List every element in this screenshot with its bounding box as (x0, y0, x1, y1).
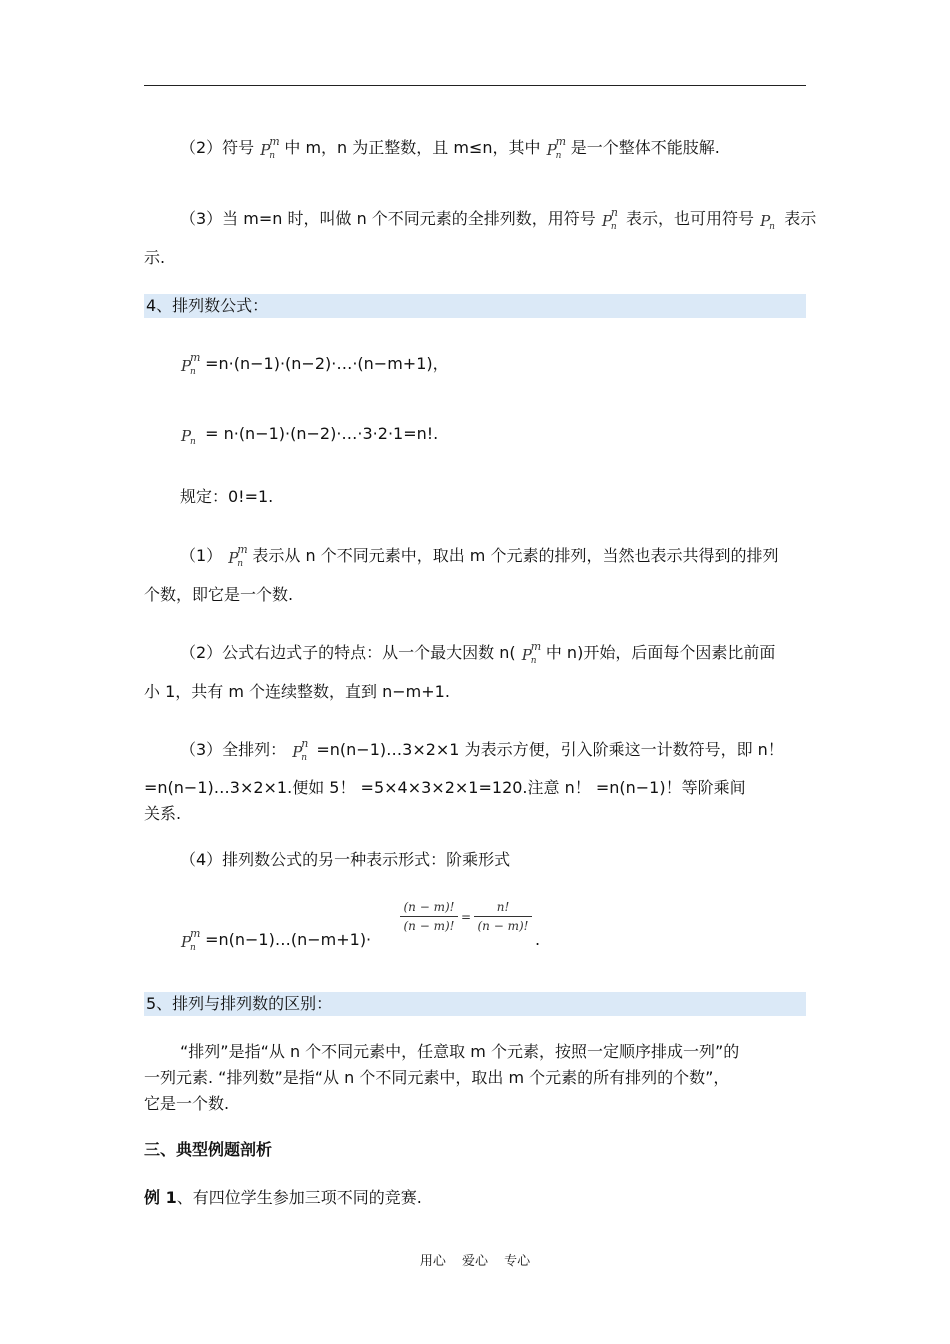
permutation-symbol: P m n (260, 135, 280, 161)
paragraph-note-3-full (180, 206, 817, 232)
section-5-body-line: “排列”是指“从 n 个不同元素中，任意取 m 个元素，按照一定顺序排成一列”的 (180, 1042, 740, 1061)
paragraph-note-2-symbol (180, 137, 806, 159)
note-3-continuation-2: 关系. (144, 804, 182, 823)
footer-word: 爱心 (461, 1254, 488, 1269)
text: 中 m，n 为正整数，且 m≤n，其中 (284, 138, 541, 157)
permutation-symbol: P m n (521, 640, 542, 666)
footer-word: 用心 (419, 1254, 446, 1269)
text: 表示，也可用符号 (626, 209, 755, 228)
note-3-continuation: =n(n−1)…3×2×1.便如 5！ =5×4×3×2×1=120.注意 n！ =n(n−1)！等阶乘间 (144, 778, 746, 797)
equals-sign: = (461, 910, 472, 924)
note-1: （1） P m n 表示从 n 个不同元素中，取出 m 个元素的排列，当然也表示共得到的排列 (180, 543, 779, 569)
formula-text: =n·(n−1)·(n−2)·…·(n−m+1)， (205, 354, 449, 373)
note-1-continuation: 个数，即它是一个数. (144, 585, 294, 604)
fraction-1: (n − m)! (n − m)! (400, 900, 458, 933)
footer-word: 专心 (504, 1254, 531, 1269)
permutation-symbol-short: P n (181, 427, 196, 447)
section-4-heading: 4、排列数公式： (144, 294, 806, 318)
header-rule (144, 85, 806, 86)
permutation-symbol: P n n (601, 206, 618, 232)
formula-end: . (535, 930, 541, 949)
note-3: （3）全排列： P n n =n(n−1)…3×2×1 为表示方便，引入阶乘这一计数符号，即 n！ (180, 737, 784, 763)
text: （3）当 m=n 时，叫做 n 个不同元素的全排列数，用符号 (180, 209, 596, 228)
text: 是一个整体不能肢解. (570, 138, 720, 157)
section-5-body-line: 它是一个数. (144, 1094, 230, 1113)
fraction-2: n! (n − m)! (474, 900, 532, 933)
note-2: （2）公式右边式子的特点：从一个最大因数 n( P m n 中 n)开始，后面每个因素比前面 (180, 640, 776, 666)
permutation-symbol: P m n (181, 351, 201, 377)
text: 表示 (784, 209, 817, 228)
permutation-symbol: P m n (181, 927, 201, 953)
section-3-heading: 三、典型例题剖析 (144, 1140, 273, 1159)
note-2-continuation: 小 1，共有 m 个连续整数，直到 n−m+1. (144, 682, 450, 701)
rule-zero-factorial: 规定：0!=1. (180, 487, 274, 506)
section-5-body-line: 一列元素. “排列数”是指“从 n 个不同元素中，取出 m 个元素的所有排列的个数”， (144, 1068, 730, 1087)
permutation-symbol: P n n (292, 737, 309, 763)
permutation-symbol: P m n (546, 135, 567, 161)
permutation-symbol: P m n (228, 543, 248, 569)
example-label: 例 1 (144, 1188, 177, 1207)
formula-full-permutation (180, 423, 806, 445)
text: （2）符号 (180, 138, 255, 157)
formula-permutation (180, 353, 806, 375)
paragraph-continuation: 示. (144, 248, 166, 267)
formula-text: = n·(n−1)·(n−2)·…·3·2·1=n!. (205, 424, 439, 443)
permutation-symbol-short: P n (760, 212, 775, 232)
example-text: 、有四位学生参加三项不同的竞赛. (176, 1188, 422, 1207)
section-5-heading: 5、排列与排列数的区别： (144, 992, 806, 1016)
page-footer (0, 1250, 950, 1269)
note-4: （4）排列数公式的另一种表示形式：阶乘形式 (180, 850, 511, 869)
formula-text: =n(n−1)…(n−m+1)· (205, 930, 372, 949)
example-1 (144, 1187, 806, 1209)
